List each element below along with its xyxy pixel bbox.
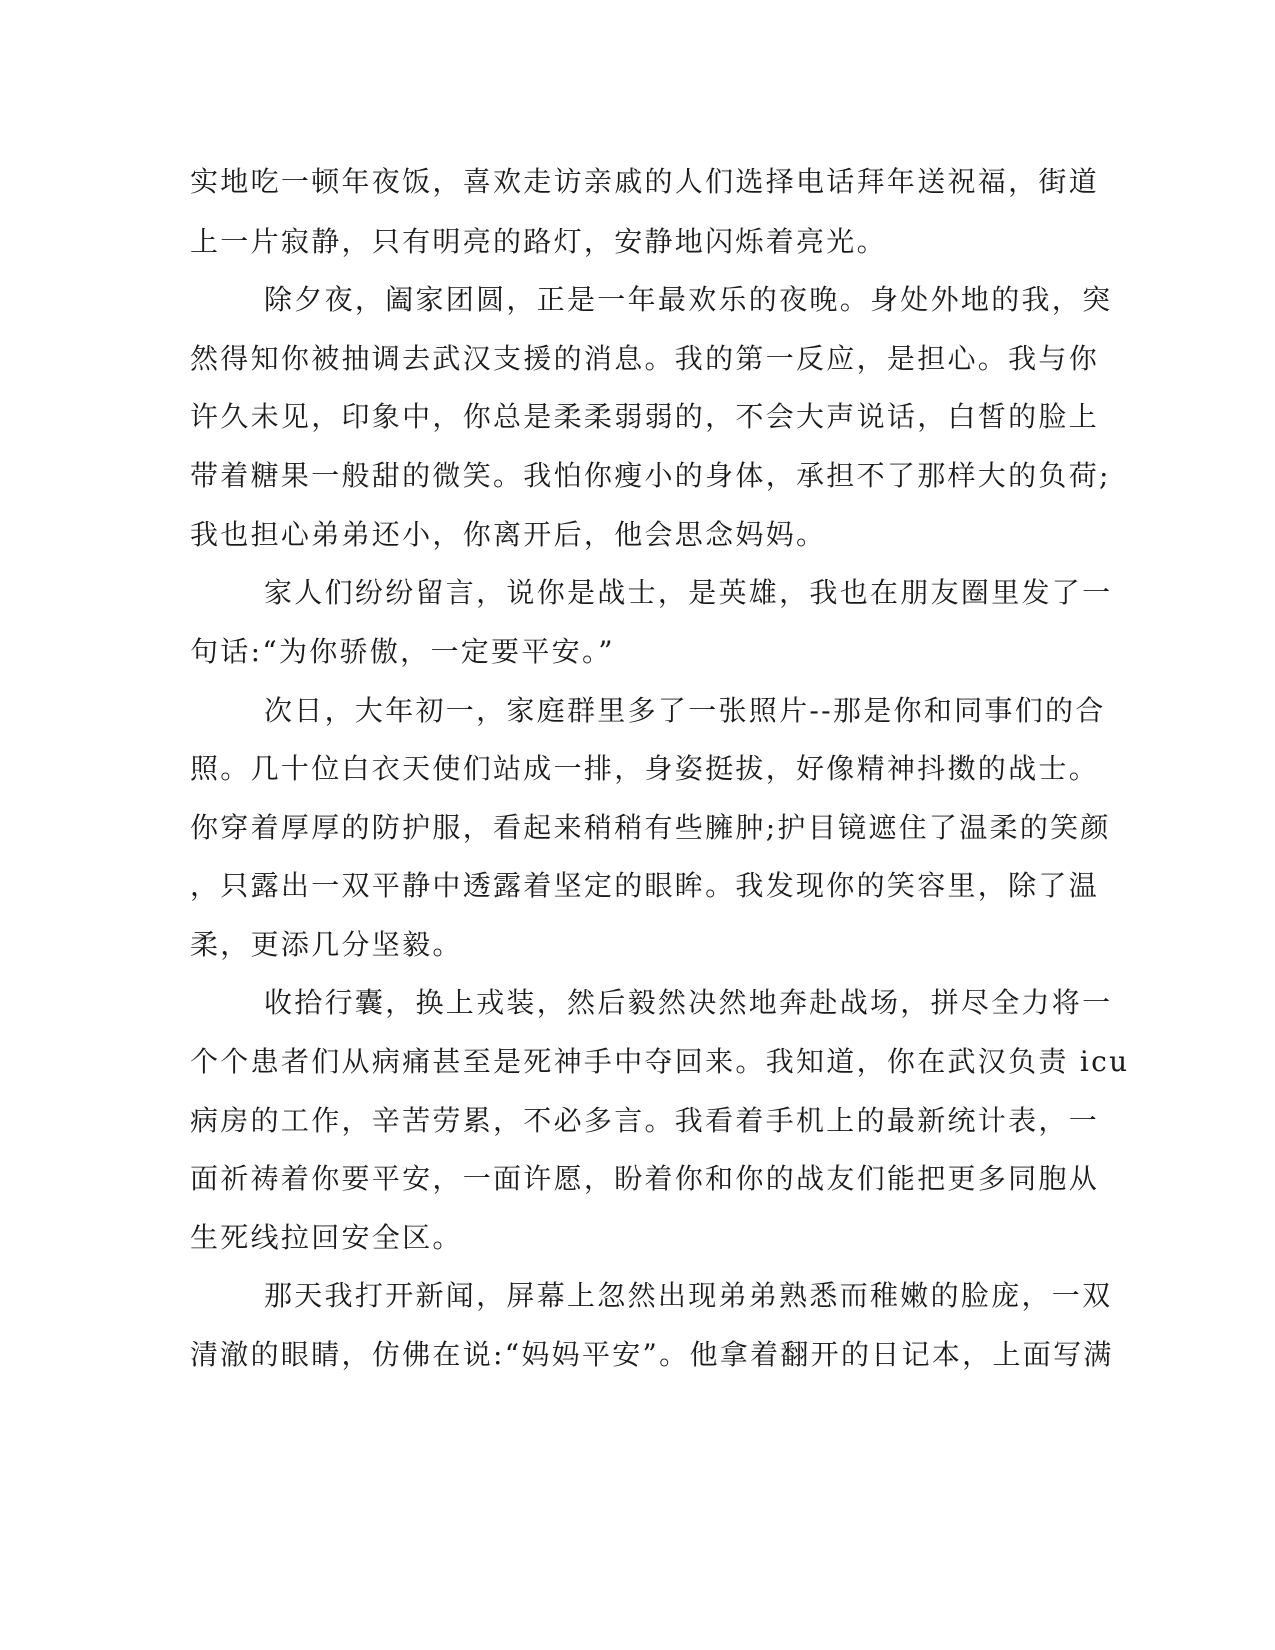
paragraph-first-line: 收拾行囊，换上戎装，然后毅然决然地奔赴战场，拼尽全力将一 (264, 986, 1113, 1019)
text-line: 生死线拉回安全区。 (190, 1221, 463, 1254)
paragraph-first-line: 次日，大年初一，家庭群里多了一张照片--那是你和同事们的合 (264, 694, 1106, 727)
text-line: 上一片寂静，只有明亮的路灯，安静地闪烁着亮光。 (190, 225, 887, 258)
text-line: 个个患者们从病痛甚至是死神手中夺回来。我知道，你在武汉负责 icu (190, 1045, 1130, 1078)
text-line: 我也担心弟弟还小，你离开后，他会思念妈妈。 (190, 518, 827, 551)
text-line: 照。几十位白衣天使们站成一排，身姿挺拔，好像精神抖擞的战士。 (190, 752, 1100, 785)
text-line: 实地吃一顿年夜饭，喜欢走访亲戚的人们选择电话拜年送祝福，街道 (190, 165, 1100, 198)
text-line: 你穿着厚厚的防护服，看起来稍稍有些臃肿;护目镜遮住了温柔的笑颜 (190, 811, 1111, 844)
paragraph-first-line: 除夕夜，阖家团圆，正是一年最欢乐的夜晚。身处外地的我，突 (264, 283, 1113, 316)
paragraph-first-line: 家人们纷纷留言，说你是战士，是英雄，我也在朋友圈里发了一 (264, 576, 1113, 609)
text-line: 然得知你被抽调去武汉支援的消息。我的第一反应，是担心。我与你 (190, 342, 1100, 375)
text-line: 带着糖果一般甜的微笑。我怕你瘦小的身体，承担不了那样大的负荷; (190, 459, 1111, 492)
text-line: 病房的工作，辛苦劳累，不必多言。我看着手机上的最新统计表，一 (190, 1104, 1100, 1137)
text-line: ，只露出一双平静中透露着坚定的眼眸。我发现你的笑容里，除了温 (190, 869, 1100, 902)
paragraph-first-line: 那天我打开新闻，屏幕上忽然出现弟弟熟悉而稚嫩的脸庞，一双 (264, 1279, 1113, 1312)
text-line: 柔，更添几分坚毅。 (190, 928, 463, 961)
text-line: 许久未见，印象中，你总是柔柔弱弱的，不会大声说话，白皙的脸上 (190, 400, 1100, 433)
text-line: 面祈祷着你要平安，一面许愿，盼着你和你的战友们能把更多同胞从 (190, 1162, 1100, 1195)
text-line: 句话:“为你骄傲，一定要平安。” (190, 635, 615, 668)
text-line: 清澈的眼睛，仿佛在说:“妈妈平安”。他拿着翻开的日记本，上面写满 (190, 1338, 1114, 1371)
